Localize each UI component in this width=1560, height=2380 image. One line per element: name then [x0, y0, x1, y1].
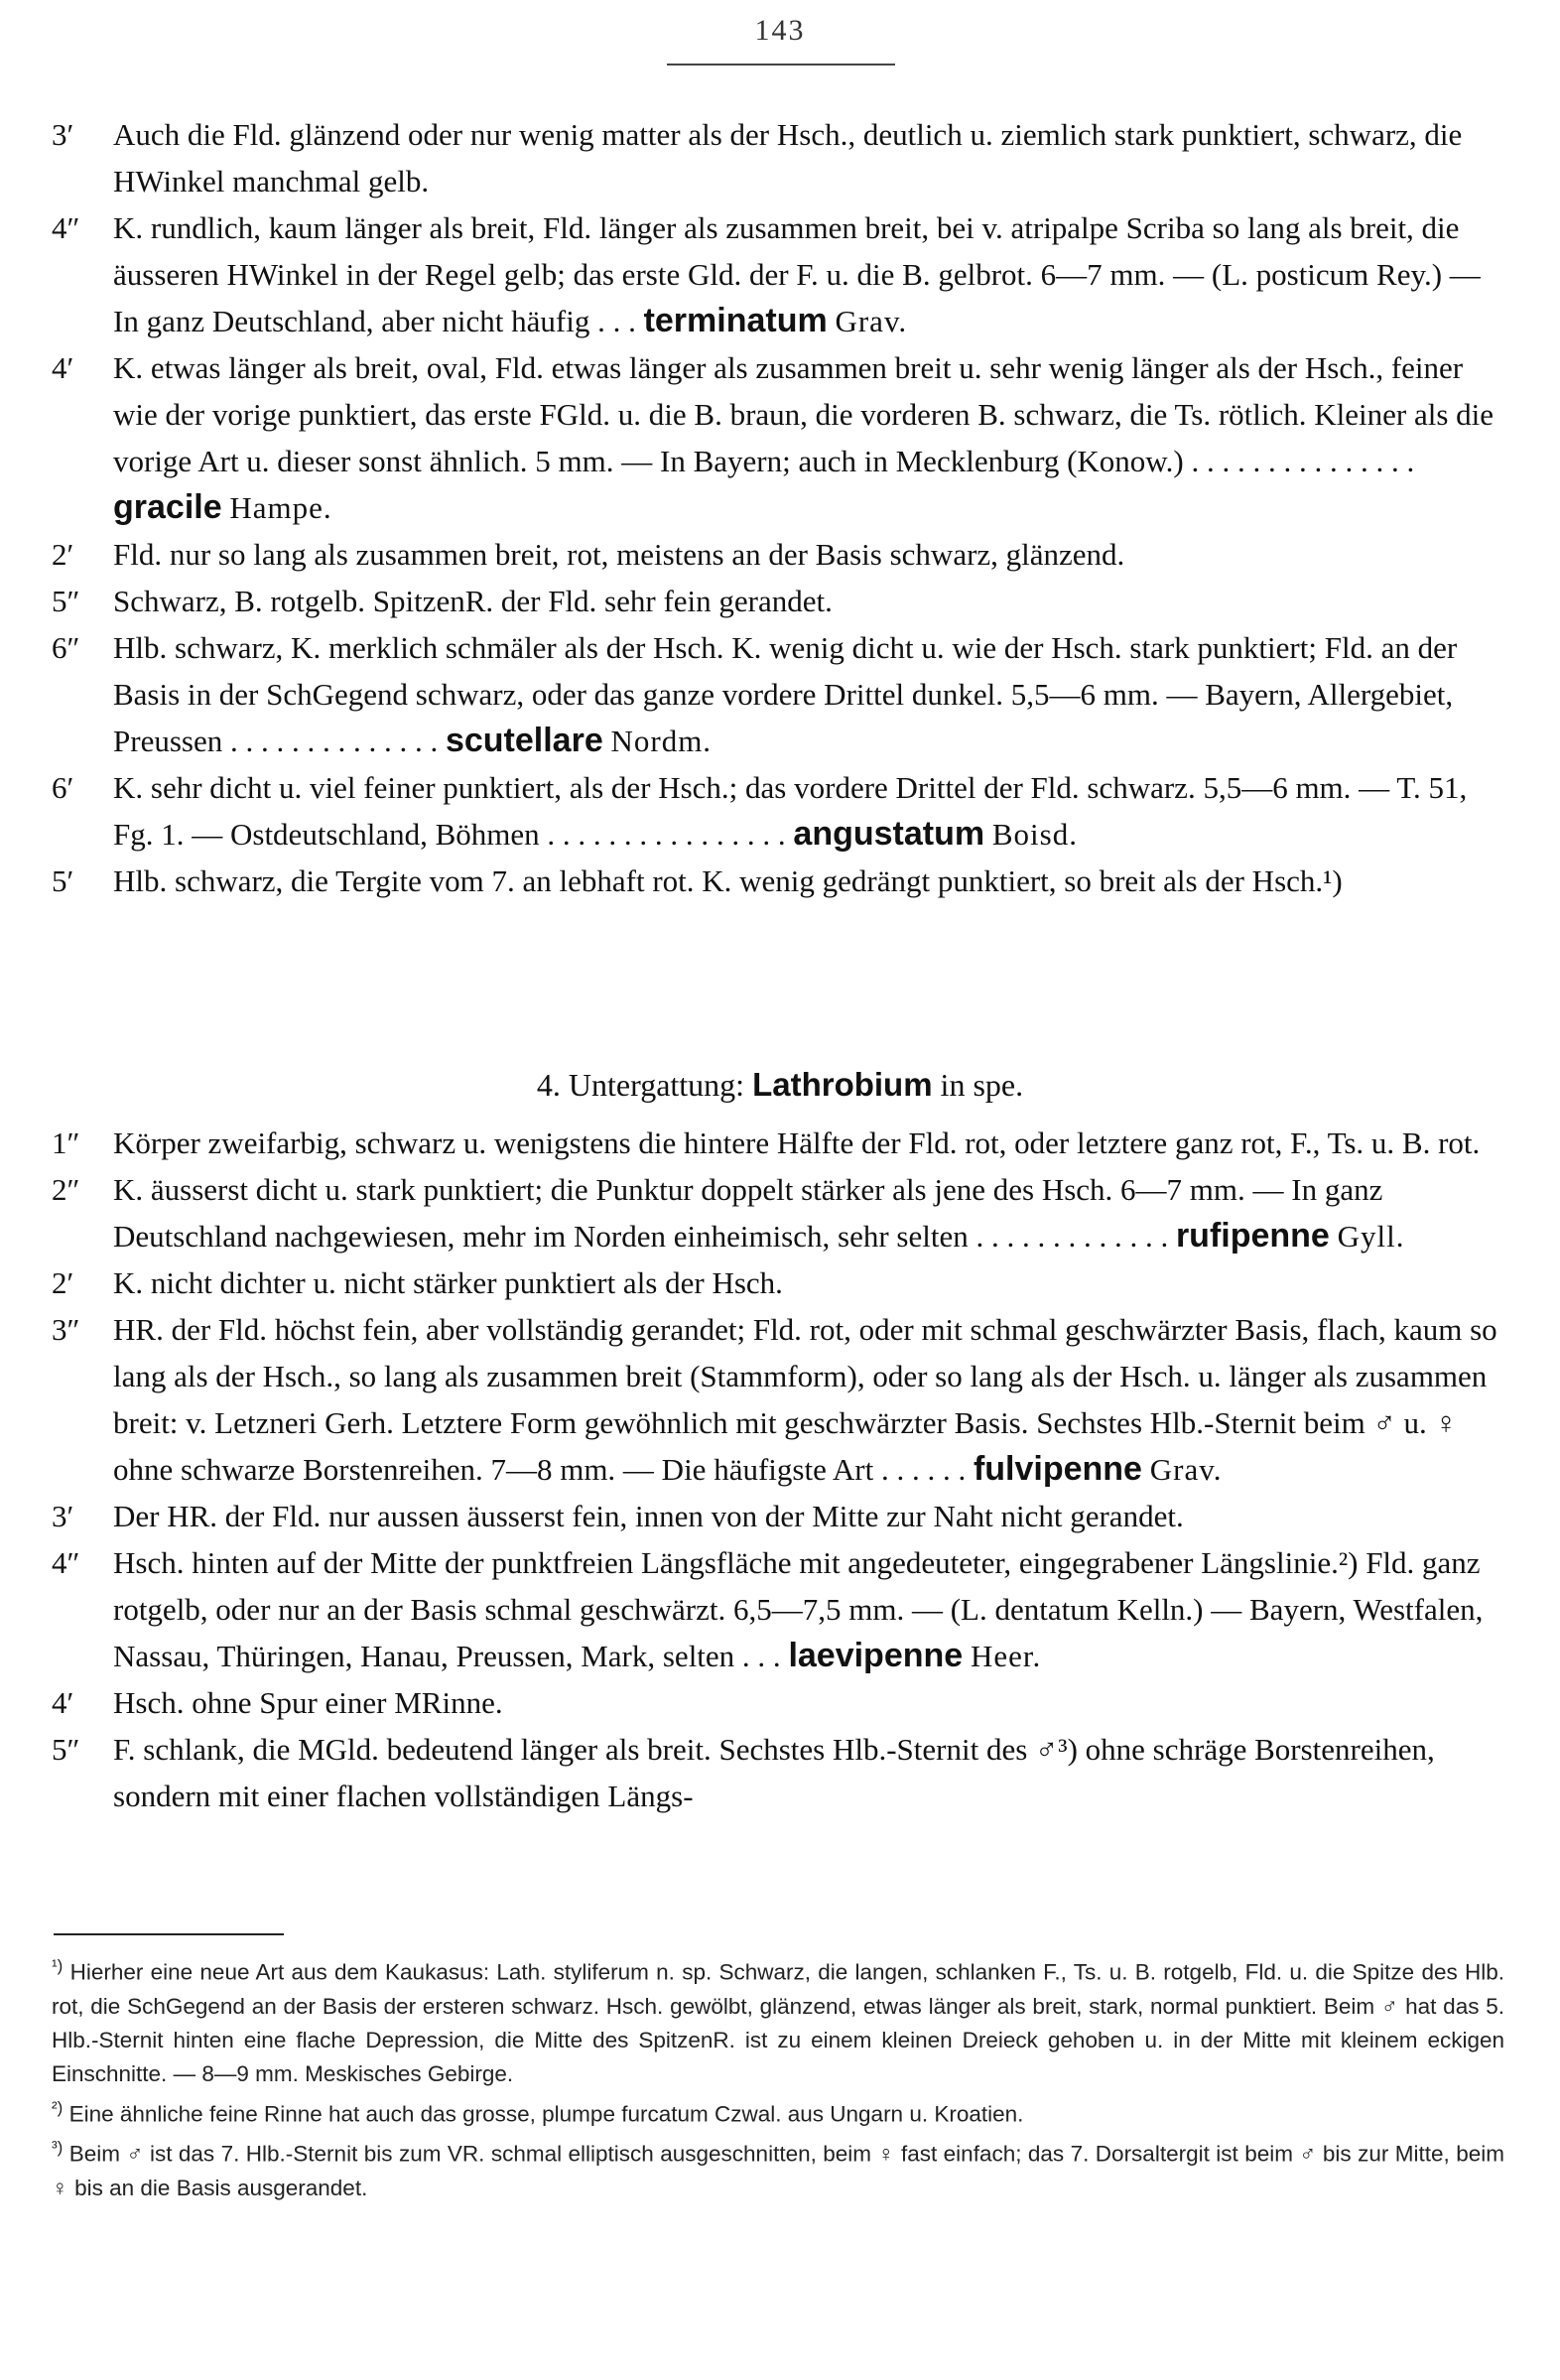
key-entry [52, 858, 1504, 904]
header-rule [667, 64, 895, 66]
species-author: Hampe. [229, 490, 332, 525]
entry-text: Hsch. hinten auf der Mitte der punktfreien Längsfläche mit angedeuteter, eingegrabener Längslinie.²) Fld. ganz rotgelb, oder nur an der Basis schmal geschwärzt. 6,5—7,5 mm. — (L. dentatum Kelln.) — Bayern, Westfalen, Nassau, Thüringen, Hanau, Preussen, Mark, selten . . . [113, 1545, 1484, 1673]
entry-number: 2′ [52, 1265, 74, 1300]
key-entries-top [52, 111, 1504, 904]
entry-text-block [113, 578, 1504, 624]
footnote-text: Beim ♂ ist das 7. Hlb.-Sternit bis zum VR. schmal elliptisch ausgeschnitten, beim ♀ fast einfach; das 7. Dorsaltergit ist beim ♂ bis zur Mitte, beim ♀ bis an die Basis ausgerandet. [52, 2141, 1504, 2200]
footnote [52, 2091, 1504, 2132]
species-author: Nordm. [610, 724, 713, 758]
key-entry [52, 578, 1504, 624]
entry-number: 5″ [52, 584, 80, 618]
footnote-mark: ¹) [52, 1956, 64, 1975]
species-name: laevipenne [788, 1637, 964, 1674]
heading-prefix: 4. Untergattung: [536, 1067, 745, 1103]
footnote-rule [54, 1933, 284, 1935]
entry-number: 6′ [52, 770, 74, 805]
entry-number: 4′ [52, 350, 74, 385]
footnote-mark: ³) [52, 2138, 64, 2157]
entry-text: Fld. nur so lang als zusammen breit, rot, meistens an der Basis schwarz, glänzend. [113, 537, 1125, 572]
species-name: terminatum [643, 302, 828, 339]
entry-text: HR. der Fld. höchst fein, aber vollständig gerandet; Fld. rot, oder mit schmal geschwärzter Basis, flach, kaum so lang als der Hsch., so lang als zusammen breit (Stammform), oder so lang als der Hsch. u. länger als zusammen breit: v. Letzneri Gerh. Letztere Form gewöhnlich mit geschwärzter Basis. Sechstes Hlb.-Sternit beim ♂ u. ♀ ohne schwarze Borstenreihen. 7—8 mm. — Die häufigste Art . . . . . . [113, 1312, 1497, 1487]
heading-suffix: in spe. [940, 1067, 1024, 1103]
entry-text: Hlb. schwarz, die Tergite vom 7. an lebhaft rot. K. wenig gedrängt punktiert, so breit als der Hsch.¹) [113, 863, 1343, 898]
entry-text-block [113, 1120, 1504, 1166]
entry-number: 3′ [52, 1499, 74, 1533]
entry-number: 3″ [52, 1312, 80, 1347]
key-entry [52, 624, 1504, 764]
entry-text: K. äusserst dicht u. stark punktiert; die Punktur doppelt stärker als jene des Hsch. 6—7 mm. — In ganz Deutschland nachgewiesen, mehr im Norden einheimisch, sehr selten . . . . . . . . . . . . . [113, 1172, 1383, 1254]
entry-text-block [113, 764, 1504, 858]
entry-text-block [113, 1259, 1504, 1306]
key-entry [52, 1679, 1504, 1726]
entry-text: F. schlank, die MGld. bedeutend länger als breit. Sechstes Hlb.-Sternit des ♂³) ohne schräge Borstenreihen, sondern mit einer flachen vollständigen Längs- [113, 1732, 1435, 1813]
key-entry [52, 344, 1504, 531]
footnote [52, 1949, 1504, 2091]
entry-text: K. sehr dicht u. viel feiner punktiert, als der Hsch.; das vordere Drittel der Fld. schwarz. 5,5—6 mm. — T. 51, Fg. 1. — Ostdeutschland, Böhmen . . . . . . . . . . . . . . . . [113, 770, 1468, 852]
key-entry [52, 1539, 1504, 1679]
entry-text: Auch die Fld. glänzend oder nur wenig matter als der Hsch., deutlich u. ziemlich stark punktiert, schwarz, die HWinkel manchmal gelb. [113, 117, 1463, 198]
species-author: Grav. [835, 304, 908, 338]
entry-number: 4″ [52, 210, 80, 245]
entry-number: 1″ [52, 1125, 80, 1160]
footnote-mark: ²) [52, 2097, 64, 2117]
entry-text-block [113, 624, 1504, 764]
species-name: scutellare [445, 722, 603, 759]
entry-text: K. rundlich, kaum länger als breit, Fld. länger als zusammen breit, bei v. atripalpe Scriba so lang als breit, die äusseren HWinkel in der Regel gelb; das erste Gld. der F. u. die B. gelbrot. 6—7 mm. — (L. posticum Rey.) — In ganz Deutschland, aber nicht häufig . . . [113, 210, 1481, 338]
entry-text: Schwarz, B. rotgelb. SpitzenR. der Fld. sehr fein gerandet. [113, 584, 833, 618]
entry-text-block [113, 1679, 1504, 1726]
entry-text: Körper zweifarbig, schwarz u. wenigstens die hintere Hälfte der Fld. rot, oder letztere ganz rot, F., Ts. u. B. rot. [113, 1125, 1481, 1160]
page-number: 143 [754, 14, 806, 47]
entry-number: 4″ [52, 1545, 80, 1580]
key-entry [52, 531, 1504, 578]
entry-number: 4′ [52, 1685, 74, 1720]
entry-text-block [113, 1166, 1504, 1259]
key-entries-bottom [52, 1120, 1504, 1819]
species-name: rufipenne [1175, 1217, 1330, 1255]
entry-text: Der HR. der Fld. nur aussen äusserst fein, innen von der Mitte zur Naht nicht gerandet. [113, 1499, 1184, 1533]
key-entry [52, 1120, 1504, 1166]
entry-text-block [113, 344, 1504, 531]
footnote [52, 2131, 1504, 2205]
entry-text-block [113, 1726, 1504, 1819]
entry-number: 5′ [52, 863, 74, 898]
entry-text: Hsch. ohne Spur einer MRinne. [113, 1685, 503, 1720]
key-entry [52, 764, 1504, 858]
key-entry [52, 204, 1504, 344]
footnote-text: Hierher eine neue Art aus dem Kaukasus: Lath. styliferum n. sp. Schwarz, die langen, schlanken F., Ts. u. B. rotgelb, Fld. u. die Spitze des Hlb. rot, die SchGegend an der Basis der ersteren schwarz. Hsch. gewölbt, glänzend, etwas länger als breit, stark, normal punktiert. Beim ♂ hat das 5. Hlb.-Sternit hinten eine flache Depression, die Mitte des SpitzenR. ist zu einem kleinen Dreieck gehoben u. in der Mitte mit kleinem eckigen Einschnitte. — 8—9 mm. Meskisches Gebirge. [52, 1959, 1504, 2086]
species-author: Grav. [1149, 1452, 1223, 1487]
entry-number: 2″ [52, 1172, 80, 1207]
entry-text-block [113, 1306, 1504, 1493]
key-entry [52, 1726, 1504, 1819]
entry-text-block [113, 111, 1504, 204]
key-entry [52, 1493, 1504, 1539]
footnote-text: Eine ähnliche feine Rinne hat auch das grosse, plumpe furcatum Czwal. aus Ungarn u. Kroatien. [68, 2101, 1024, 2126]
entry-number: 3′ [52, 117, 74, 152]
footnotes [52, 1949, 1504, 2205]
entry-text: K. etwas länger als breit, oval, Fld. etwas länger als zusammen breit u. sehr wenig länger als der Hsch., feiner wie der vorige punktiert, das erste FGld. u. die B. braun, die vorderen B. schwarz, die Ts. rötlich. Kleiner als die vorige Art u. dieser sonst ähnlich. 5 mm. — In Bayern; auch in Mecklenburg (Konow.) . . . . . . . . . . . . . . . [113, 350, 1495, 478]
entry-text: Hlb. schwarz, K. merklich schmäler als der Hsch. K. wenig dicht u. wie der Hsch. stark punktiert; Fld. an der Basis in der SchGegend schwarz, oder das ganze vordere Drittel dunkel. 5,5—6 mm. — Bayern, Allergebiet, Preussen . . . . . . . . . . . . . . [113, 630, 1458, 758]
key-entry [52, 1166, 1504, 1259]
species-author: Heer. [970, 1639, 1042, 1673]
species-author: Gyll. [1337, 1219, 1405, 1254]
entry-number: 2′ [52, 537, 74, 572]
entry-text-block [113, 1539, 1504, 1679]
entry-text-block [113, 1493, 1504, 1539]
entry-text: K. nicht dichter u. nicht stärker punktiert als der Hsch. [113, 1265, 783, 1300]
entry-number: 5″ [52, 1732, 80, 1767]
species-name: gracile [113, 488, 222, 526]
species-name: fulvipenne [973, 1450, 1142, 1488]
entry-text-block [113, 531, 1504, 578]
species-author: Boisd. [991, 817, 1078, 852]
key-entry [52, 1306, 1504, 1493]
heading-genus: Lathrobium [752, 1066, 933, 1103]
species-name: angustatum [793, 815, 985, 853]
subgenus-heading [0, 1060, 1560, 1110]
entry-number: 6″ [52, 630, 80, 665]
entry-text-block [113, 204, 1504, 344]
key-entry [52, 111, 1504, 204]
key-entry [52, 1259, 1504, 1306]
entry-text-block [113, 858, 1504, 904]
